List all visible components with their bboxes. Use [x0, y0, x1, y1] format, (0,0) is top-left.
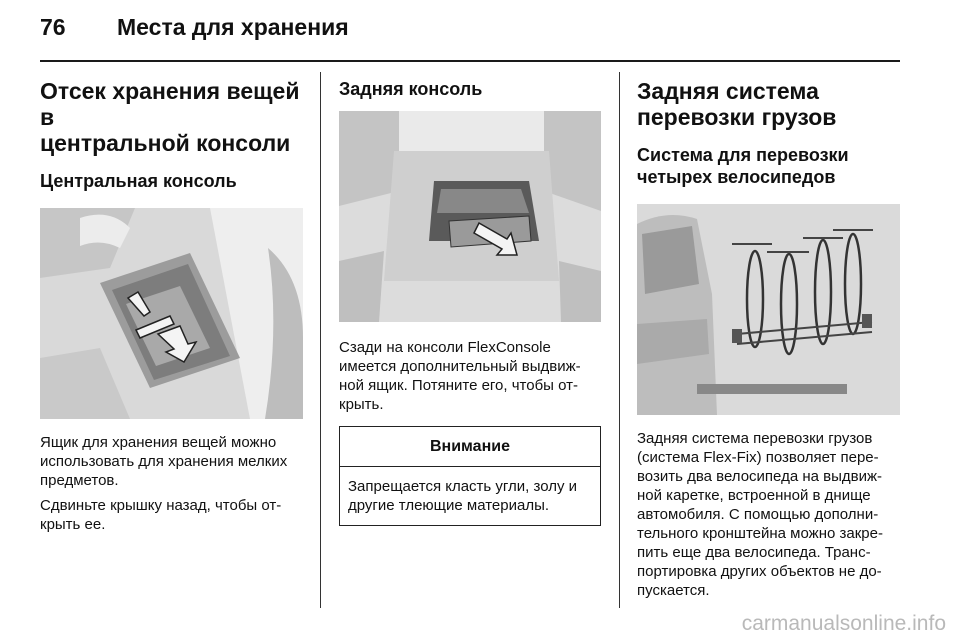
- column-rear-carrier: [637, 72, 900, 600]
- notice-body: Запрещается класть угли, золу и другие тлеющие материалы.: [348, 478, 578, 514]
- watermark: carmanualsonline.info: [741, 612, 946, 635]
- section-heading-rear-carrier: Задняя система перевозки грузов: [637, 78, 837, 130]
- paragraph-flexfix: Задняя система перевозки грузов (система Flex-Fix) позволяет пере- возить два велосипеда на выдвиж- ной каретке, встроенной в днище автомобиля. С помощью дополни- тельного кронштейна можно закре- пить еще два велосипеда. Транс- портировка других объектов не до- пускается.: [637, 430, 883, 599]
- subheading-center-console: Центральная консоль: [40, 171, 237, 191]
- bicycle-carrier-illustration: [637, 204, 900, 415]
- center-console-illustration: [40, 208, 303, 419]
- notice-title: Внимание: [340, 427, 600, 467]
- subheading-bicycle-carrier: Система для перевозки четырех велосипедов: [637, 145, 849, 187]
- section-heading-center-console: Отсек хранения вещей в центральной консоли: [40, 78, 300, 156]
- column-divider-1: [320, 72, 321, 608]
- header-rule: [40, 60, 900, 62]
- column-center-console: [40, 72, 303, 534]
- notice-box: [339, 426, 601, 526]
- paragraph-rear-drawer: Сзади на консоли FlexConsole имеется дополнительный выдвиж- ной ящик. Потяните его, чтобы от- крыть.: [339, 339, 581, 413]
- subheading-rear-console: Задняя консоль: [339, 79, 483, 99]
- paragraph-slide-cover: Сдвиньте крышку назад, чтобы от- крыть ее.: [40, 497, 282, 533]
- column-rear-console: [339, 72, 601, 526]
- column-divider-2: [619, 72, 620, 608]
- page-number: 76: [40, 14, 66, 40]
- rear-console-illustration: [339, 111, 601, 322]
- chapter-title: Места для хранения: [117, 14, 349, 40]
- paragraph-storage-box: Ящик для хранения вещей можно использовать для хранения мелких предметов.: [40, 434, 288, 489]
